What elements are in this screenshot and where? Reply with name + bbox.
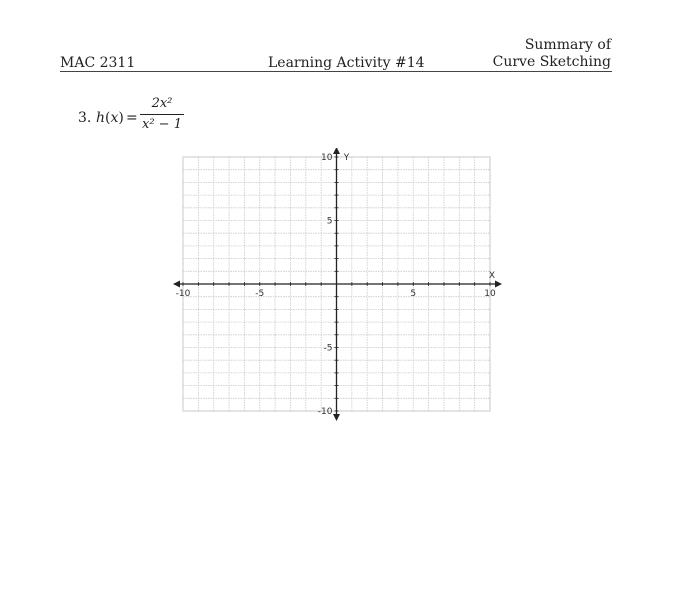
x-axis-label: X: [488, 271, 496, 281]
topic-line-2: Curve Sketching: [492, 54, 611, 70]
coordinate-grid: [170, 148, 510, 432]
x-tick-label: -10: [175, 289, 191, 299]
function-variable: x: [110, 110, 119, 126]
function-label: h(x): [96, 110, 124, 126]
problem-number: 3.: [78, 110, 92, 126]
grid-svg: [170, 148, 510, 428]
x-tick-label: -5: [255, 289, 265, 299]
y-axis-up-arrow: [333, 148, 340, 154]
equals-sign: =: [126, 110, 138, 126]
activity-title: Learning Activity #14: [268, 55, 425, 71]
fraction-denominator: x² − 1: [142, 117, 182, 132]
x-tick-label: 5: [410, 289, 417, 299]
function-fraction: [140, 96, 184, 133]
y-tick-label: -10: [317, 407, 333, 417]
topic-line-1: Summary of: [524, 37, 611, 53]
course-code: MAC 2311: [60, 55, 136, 71]
x-axis-right-arrow: [495, 281, 502, 288]
topic-title: [493, 37, 611, 71]
y-axis-down-arrow: [333, 414, 340, 421]
fraction-numerator: 2x²: [151, 96, 173, 111]
y-axis-label: Y: [343, 153, 350, 163]
page-header: [0, 0, 700, 80]
fraction-bar: [140, 114, 184, 115]
y-tick-label: -5: [323, 343, 333, 354]
x-axis-left-arrow: [173, 281, 180, 288]
y-tick-label: 10: [321, 153, 333, 163]
x-tick-label: 10: [484, 289, 496, 299]
header-rule: [60, 71, 612, 72]
function-name: h: [96, 110, 106, 126]
y-tick-label: 5: [326, 216, 333, 227]
